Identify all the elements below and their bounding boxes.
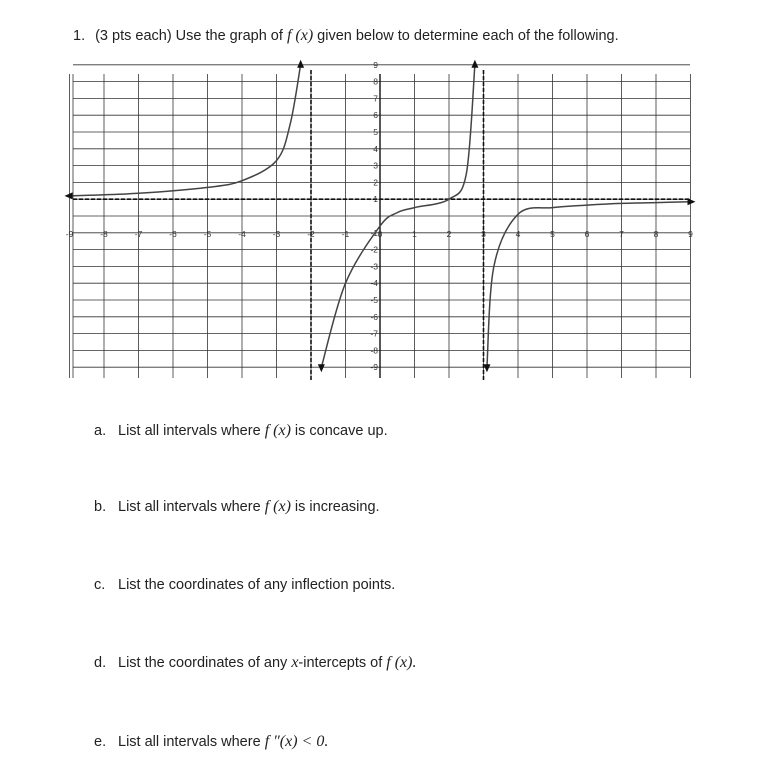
part-d xyxy=(94,654,416,672)
x-tick-label: -4 xyxy=(238,229,246,239)
part-a-math: f (x) xyxy=(264,422,291,439)
y-tick-label: 7 xyxy=(373,93,378,104)
part-b-math: f (x) xyxy=(264,498,291,515)
x-tick-label: 7 xyxy=(619,229,624,239)
x-tick-label: -2 xyxy=(307,229,315,239)
y-tick-label: -7 xyxy=(370,328,378,339)
part-b xyxy=(94,498,380,516)
x-tick-label: -8 xyxy=(100,229,108,239)
part-a-pre: List all intervals where xyxy=(118,423,261,439)
y-tick-label: -1 xyxy=(370,227,378,238)
x-tick-label: 6 xyxy=(584,229,590,239)
y-tick-label: 4 xyxy=(373,143,378,154)
arrow-right xyxy=(688,198,696,205)
part-d-pre: List the coordinates of any xyxy=(118,655,288,671)
part-e-pre: List all intervals where xyxy=(118,734,261,750)
part-d-math: x xyxy=(291,654,299,671)
x-tick-label: 1 xyxy=(412,229,417,239)
part-d-tail: f (x). xyxy=(386,654,417,671)
x-tick-label: -1 xyxy=(341,229,350,239)
x-tick-label: -7 xyxy=(134,229,143,239)
part-e xyxy=(94,733,328,751)
y-tick-label: 1 xyxy=(373,194,378,205)
x-tick-label: 8 xyxy=(653,229,659,239)
part-d-letter: d. xyxy=(94,655,107,671)
part-d-post: -intercepts of xyxy=(298,655,383,671)
y-tick-label: 3 xyxy=(373,160,378,171)
y-tick-label: -8 xyxy=(370,345,378,356)
x-tick-label: 4 xyxy=(515,229,521,239)
x-tick-label: 3 xyxy=(481,229,486,239)
part-a-letter: a. xyxy=(94,423,107,439)
part-a-post: is concave up. xyxy=(294,423,388,439)
y-tick-label: 6 xyxy=(373,110,378,121)
part-a xyxy=(94,422,388,440)
x-tick-label: 0 xyxy=(377,229,383,239)
arrow-down xyxy=(483,364,490,372)
x-tick-label: 2 xyxy=(446,229,452,239)
arrow-up xyxy=(297,60,304,68)
y-tick-label: -2 xyxy=(370,244,378,255)
part-c-pre: List the coordinates of any inflection points. xyxy=(118,577,396,593)
part-e-letter: e. xyxy=(94,734,107,750)
y-tick-label: 8 xyxy=(373,76,378,87)
part-e-math: f ″(x) < 0. xyxy=(264,733,329,750)
question-text-after: given below to determine each of the following. xyxy=(317,28,619,44)
y-tick-label: -4 xyxy=(370,278,378,289)
y-tick-label: 9 xyxy=(373,59,378,70)
part-b-letter: b. xyxy=(94,499,107,515)
asymptote-lines xyxy=(73,70,690,382)
y-tick-label: -6 xyxy=(370,311,378,322)
x-tick-label: -6 xyxy=(169,229,177,239)
x-tick-label: -9 xyxy=(65,229,74,239)
question-number: 1. xyxy=(73,28,86,44)
curve-branch-right xyxy=(487,202,691,368)
part-c xyxy=(94,577,395,593)
arrow-left xyxy=(65,192,73,199)
x-tick-label: 9 xyxy=(688,229,693,239)
question-text-before: (3 pts each) Use the graph of xyxy=(95,28,283,44)
x-tick-label: -5 xyxy=(203,229,212,239)
y-tick-label: 5 xyxy=(373,127,378,137)
arrow-up xyxy=(471,60,478,68)
y-tick-label: -3 xyxy=(370,261,378,272)
arrow-down xyxy=(318,364,325,372)
part-b-pre: List all intervals where xyxy=(118,499,261,515)
y-tick-label: -5 xyxy=(370,295,378,305)
x-tick-label: -3 xyxy=(272,229,281,239)
y-tick-label: -9 xyxy=(370,362,378,373)
part-c-letter: c. xyxy=(94,577,106,593)
part-b-post: is increasing. xyxy=(294,499,380,515)
y-tick-label: 2 xyxy=(373,177,378,188)
question-function: f (x) xyxy=(286,27,314,44)
x-tick-label: 5 xyxy=(550,229,555,239)
